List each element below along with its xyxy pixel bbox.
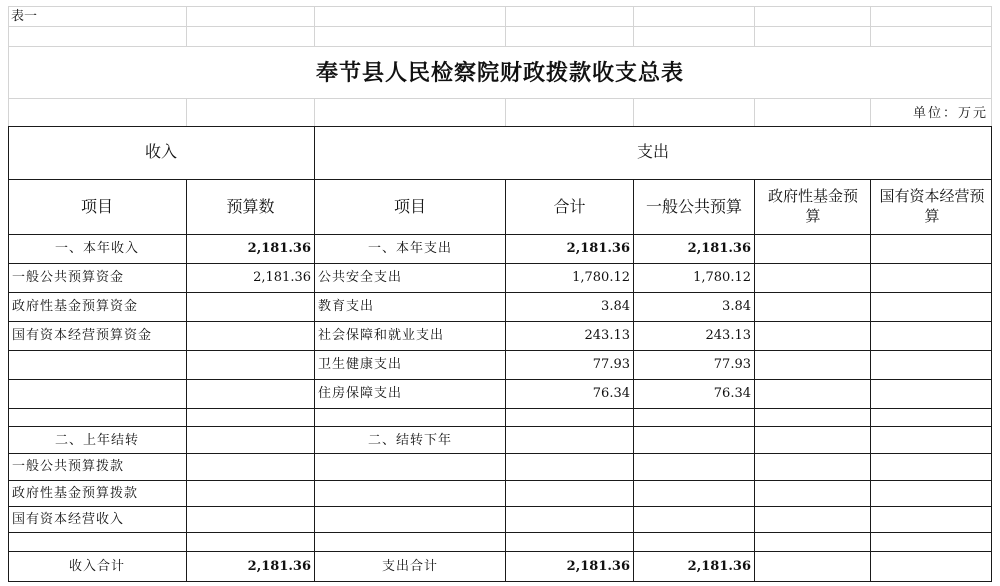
income-amount: 2,181.36 bbox=[253, 270, 311, 285]
income-item: 政府性基金预算资金 bbox=[12, 299, 139, 314]
income-item-prior-year: 二、上年结转 bbox=[54, 433, 139, 448]
expense-total: 3.84 bbox=[601, 299, 630, 314]
income-amount-current-year: 2,181.36 bbox=[247, 241, 311, 256]
expense-total-general: 2,181.36 bbox=[687, 559, 751, 574]
expense-general: 77.93 bbox=[713, 357, 751, 372]
col-total: 合计 bbox=[553, 197, 586, 216]
expense-total: 76.34 bbox=[592, 386, 630, 401]
expense-general: 76.34 bbox=[713, 386, 751, 401]
expense-general: 1,780.12 bbox=[693, 270, 751, 285]
expense-header: 支出 bbox=[636, 142, 669, 161]
income-item: 一般公共预算资金 bbox=[12, 270, 125, 285]
income-item-current-year: 一、本年收入 bbox=[54, 241, 139, 256]
expense-total-label: 支出合计 bbox=[381, 559, 438, 574]
col-gov-fund-budget: 政府性基金预算 bbox=[767, 187, 858, 225]
expense-item: 社会保障和就业支出 bbox=[318, 328, 445, 343]
expense-total: 77.93 bbox=[592, 357, 630, 372]
col-state-capital-budget: 国有资本经营预算 bbox=[879, 187, 985, 225]
expense-item-current-year: 一、本年支出 bbox=[367, 241, 452, 256]
income-item: 政府性基金预算拨款 bbox=[12, 486, 139, 501]
expense-general: 3.84 bbox=[722, 299, 751, 314]
budget-sheet bbox=[8, 6, 992, 582]
expense-total: 243.13 bbox=[584, 328, 630, 343]
col-general-budget: 一般公共预算 bbox=[645, 197, 742, 216]
expense-item: 教育支出 bbox=[318, 299, 375, 314]
income-total-amount: 2,181.36 bbox=[247, 559, 311, 574]
expense-total-current-year: 2,181.36 bbox=[566, 241, 630, 256]
expense-general: 243.13 bbox=[705, 328, 751, 343]
expense-total: 1,780.12 bbox=[572, 270, 630, 285]
expense-general-current-year: 2,181.36 bbox=[687, 241, 751, 256]
income-item: 一般公共预算拨款 bbox=[12, 459, 125, 474]
expense-item-next-year: 二、结转下年 bbox=[367, 433, 452, 448]
expense-item: 住房保障支出 bbox=[318, 386, 403, 401]
expense-total-amount: 2,181.36 bbox=[566, 559, 630, 574]
col-budget-amount: 预算数 bbox=[226, 197, 275, 216]
page-title: 奉节县人民检察院财政拨款收支总表 bbox=[315, 60, 684, 86]
col-expense-item: 项目 bbox=[393, 197, 426, 216]
expense-item: 卫生健康支出 bbox=[318, 357, 403, 372]
income-item: 国有资本经营收入 bbox=[12, 512, 125, 527]
unit-label: 单位：万元 bbox=[912, 106, 988, 121]
income-total-label: 收入合计 bbox=[68, 559, 125, 574]
income-item: 国有资本经营预算资金 bbox=[12, 328, 153, 343]
income-header: 收入 bbox=[144, 142, 177, 161]
col-income-item: 项目 bbox=[80, 197, 113, 216]
table-label: 表一 bbox=[11, 9, 38, 24]
expense-item: 公共安全支出 bbox=[318, 270, 403, 285]
